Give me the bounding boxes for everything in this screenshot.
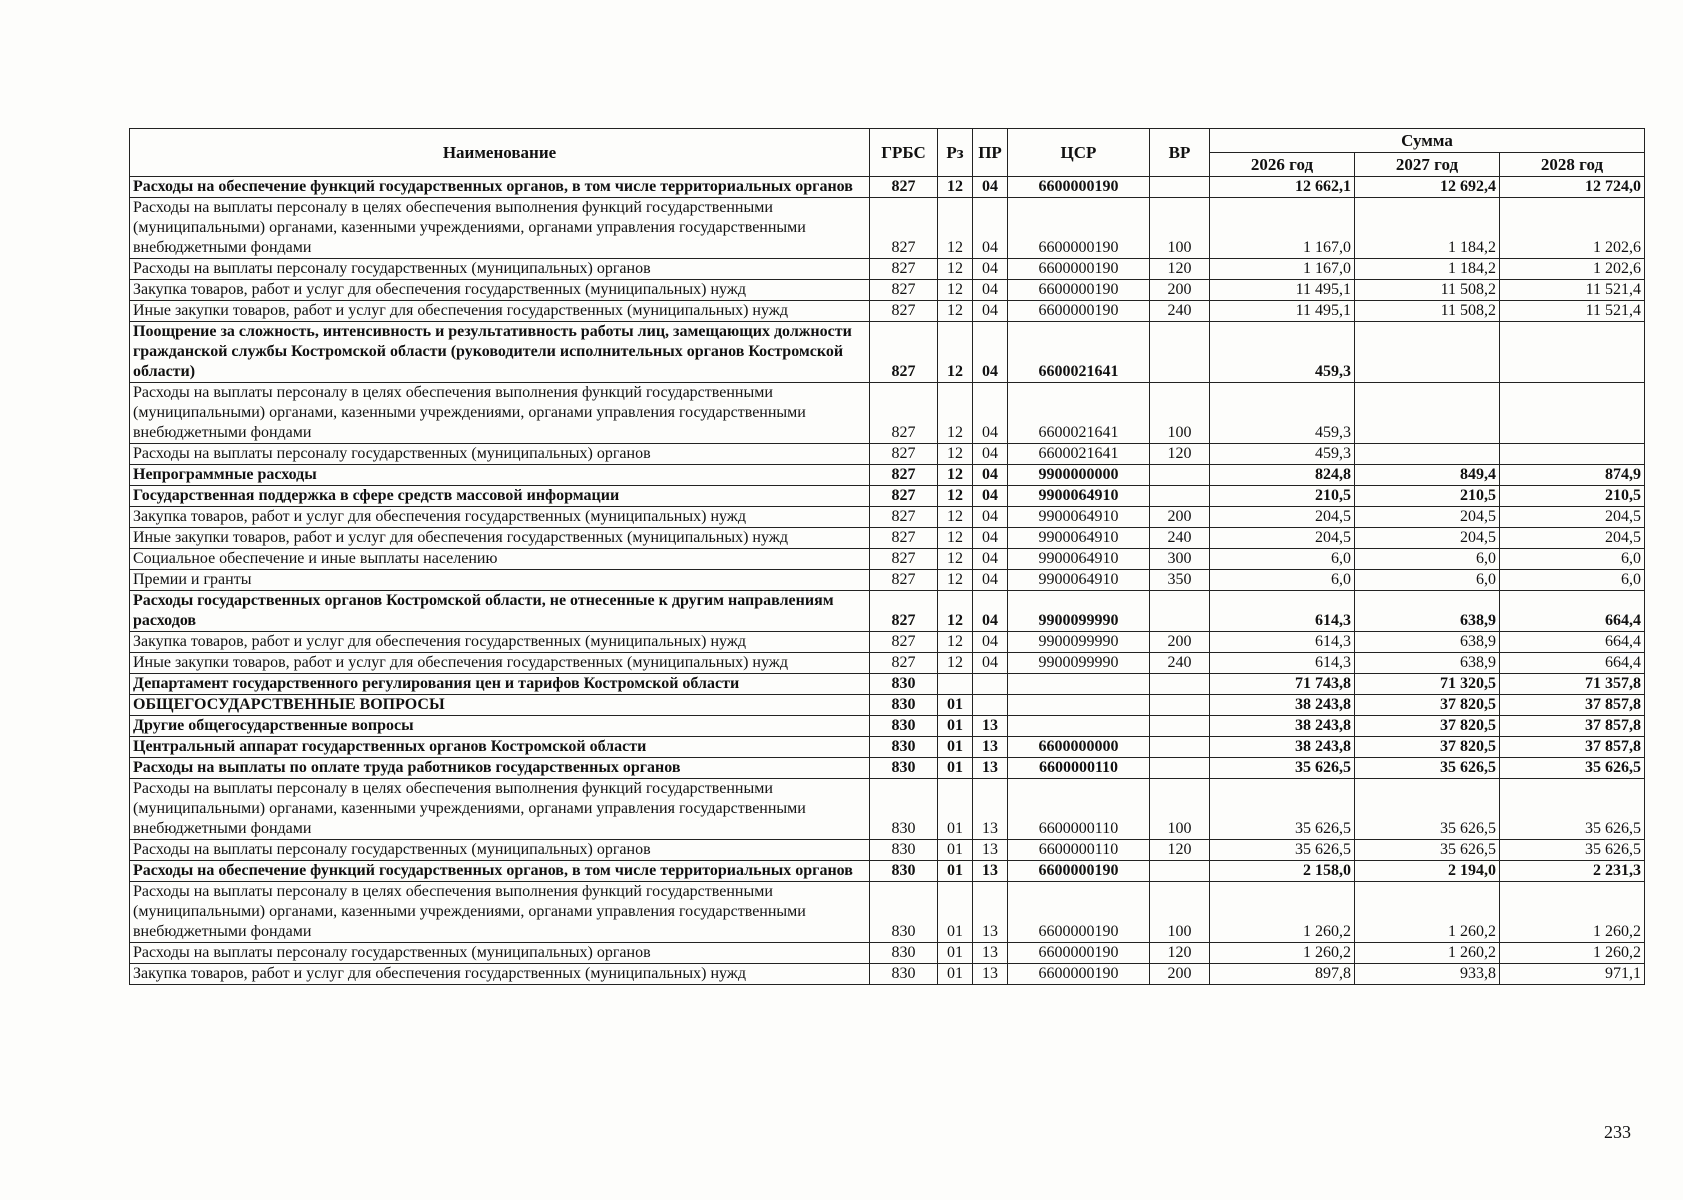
row-grbs: 827 xyxy=(870,549,938,570)
row-rz: 12 xyxy=(938,444,973,465)
row-csr: 6600000190 xyxy=(1008,861,1150,882)
row-vr: 240 xyxy=(1150,301,1210,322)
row-csr: 6600000110 xyxy=(1008,758,1150,779)
row-sum-2026: 204,5 xyxy=(1210,507,1355,528)
row-sum-2028 xyxy=(1500,444,1645,465)
table-row xyxy=(130,301,1645,322)
table-row xyxy=(130,674,1645,695)
row-rz: 12 xyxy=(938,383,973,444)
row-name: Другие общегосударственные вопросы xyxy=(130,716,870,737)
row-name: Иные закупки товаров, работ и услуг для обеспечения государственных (муниципальных) нужд xyxy=(130,301,870,322)
row-grbs: 827 xyxy=(870,177,938,198)
table-row xyxy=(130,591,1645,632)
row-name: Иные закупки товаров, работ и услуг для обеспечения государственных (муниципальных) нужд xyxy=(130,653,870,674)
row-pr: 13 xyxy=(973,882,1008,943)
row-name: Расходы на выплаты по оплате труда работников государственных органов xyxy=(130,758,870,779)
row-vr: 100 xyxy=(1150,779,1210,840)
row-pr xyxy=(973,695,1008,716)
row-pr: 13 xyxy=(973,779,1008,840)
row-name: Государственная поддержка в сфере средств массовой информации xyxy=(130,486,870,507)
row-sum-2026: 210,5 xyxy=(1210,486,1355,507)
row-pr: 13 xyxy=(973,840,1008,861)
row-sum-2026: 614,3 xyxy=(1210,653,1355,674)
row-sum-2028 xyxy=(1500,383,1645,444)
row-csr: 6600000190 xyxy=(1008,198,1150,259)
row-rz: 12 xyxy=(938,591,973,632)
row-pr: 04 xyxy=(973,383,1008,444)
row-sum-2028: 35 626,5 xyxy=(1500,840,1645,861)
row-csr: 6600000190 xyxy=(1008,943,1150,964)
row-vr: 120 xyxy=(1150,444,1210,465)
row-vr: 300 xyxy=(1150,549,1210,570)
row-sum-2027 xyxy=(1355,322,1500,383)
row-rz: 01 xyxy=(938,964,973,985)
row-name: Расходы на обеспечение функций государственных органов, в том числе территориальных органов xyxy=(130,861,870,882)
row-pr: 04 xyxy=(973,591,1008,632)
row-sum-2026: 1 167,0 xyxy=(1210,198,1355,259)
row-sum-2026: 35 626,5 xyxy=(1210,758,1355,779)
row-vr xyxy=(1150,674,1210,695)
row-grbs: 827 xyxy=(870,444,938,465)
row-name: Расходы на выплаты персоналу государственных (муниципальных) органов xyxy=(130,840,870,861)
row-sum-2028: 37 857,8 xyxy=(1500,716,1645,737)
row-rz: 01 xyxy=(938,882,973,943)
row-sum-2026: 459,3 xyxy=(1210,383,1355,444)
row-sum-2027: 37 820,5 xyxy=(1355,695,1500,716)
header-year-2026: 2026 год xyxy=(1210,153,1355,177)
row-vr xyxy=(1150,861,1210,882)
row-sum-2026: 38 243,8 xyxy=(1210,716,1355,737)
table-row xyxy=(130,198,1645,259)
row-grbs: 830 xyxy=(870,674,938,695)
table-row xyxy=(130,964,1645,985)
row-sum-2028: 11 521,4 xyxy=(1500,280,1645,301)
row-sum-2027: 849,4 xyxy=(1355,465,1500,486)
row-sum-2027: 210,5 xyxy=(1355,486,1500,507)
row-name: ОБЩЕГОСУДАРСТВЕННЫЕ ВОПРОСЫ xyxy=(130,695,870,716)
row-csr: 6600021641 xyxy=(1008,444,1150,465)
row-rz: 01 xyxy=(938,840,973,861)
row-sum-2027: 638,9 xyxy=(1355,632,1500,653)
row-sum-2027: 1 260,2 xyxy=(1355,943,1500,964)
row-grbs: 830 xyxy=(870,861,938,882)
row-sum-2028: 664,4 xyxy=(1500,632,1645,653)
row-name: Центральный аппарат государственных органов Костромской области xyxy=(130,737,870,758)
row-pr: 04 xyxy=(973,653,1008,674)
row-grbs: 827 xyxy=(870,383,938,444)
row-sum-2026: 614,3 xyxy=(1210,632,1355,653)
row-rz: 01 xyxy=(938,861,973,882)
row-sum-2027: 2 194,0 xyxy=(1355,861,1500,882)
row-grbs: 830 xyxy=(870,943,938,964)
row-vr: 200 xyxy=(1150,280,1210,301)
row-vr xyxy=(1150,758,1210,779)
row-rz: 12 xyxy=(938,322,973,383)
row-rz: 12 xyxy=(938,653,973,674)
row-rz: 12 xyxy=(938,198,973,259)
row-pr: 04 xyxy=(973,322,1008,383)
row-csr: 9900064910 xyxy=(1008,528,1150,549)
row-name: Расходы на выплаты персоналу в целях обеспечения выполнения функций государственными (муниципальными) органами, казенными учреждениями, органами управления государственными внебюджетными фондами xyxy=(130,779,870,840)
row-vr: 240 xyxy=(1150,653,1210,674)
row-rz: 12 xyxy=(938,280,973,301)
row-csr: 6600000000 xyxy=(1008,737,1150,758)
table-row xyxy=(130,840,1645,861)
row-csr xyxy=(1008,674,1150,695)
table-row xyxy=(130,695,1645,716)
row-pr: 13 xyxy=(973,716,1008,737)
row-sum-2028: 210,5 xyxy=(1500,486,1645,507)
row-csr xyxy=(1008,695,1150,716)
row-csr: 6600000190 xyxy=(1008,964,1150,985)
row-csr xyxy=(1008,716,1150,737)
row-sum-2026: 614,3 xyxy=(1210,591,1355,632)
row-sum-2026: 459,3 xyxy=(1210,322,1355,383)
row-csr: 6600021641 xyxy=(1008,322,1150,383)
table-row xyxy=(130,322,1645,383)
row-name: Расходы на обеспечение функций государственных органов, в том числе территориальных органов xyxy=(130,177,870,198)
row-pr: 04 xyxy=(973,198,1008,259)
row-pr: 04 xyxy=(973,280,1008,301)
row-grbs: 827 xyxy=(870,507,938,528)
row-vr xyxy=(1150,695,1210,716)
row-rz: 01 xyxy=(938,716,973,737)
row-rz: 12 xyxy=(938,465,973,486)
row-vr xyxy=(1150,486,1210,507)
row-rz: 12 xyxy=(938,177,973,198)
row-grbs: 827 xyxy=(870,280,938,301)
row-sum-2026: 824,8 xyxy=(1210,465,1355,486)
row-pr: 13 xyxy=(973,964,1008,985)
row-sum-2026: 1 167,0 xyxy=(1210,259,1355,280)
row-sum-2027: 37 820,5 xyxy=(1355,716,1500,737)
row-sum-2026: 35 626,5 xyxy=(1210,840,1355,861)
row-sum-2027: 1 184,2 xyxy=(1355,198,1500,259)
row-sum-2027: 933,8 xyxy=(1355,964,1500,985)
row-vr: 100 xyxy=(1150,383,1210,444)
row-name: Расходы государственных органов Костромской области, не отнесенные к другим направлениям расходов xyxy=(130,591,870,632)
row-vr: 200 xyxy=(1150,964,1210,985)
row-pr: 13 xyxy=(973,861,1008,882)
row-sum-2026: 11 495,1 xyxy=(1210,301,1355,322)
row-pr: 04 xyxy=(973,570,1008,591)
header-sum: Сумма xyxy=(1210,129,1645,153)
row-rz: 12 xyxy=(938,632,973,653)
table-row xyxy=(130,943,1645,964)
row-sum-2027: 1 184,2 xyxy=(1355,259,1500,280)
row-sum-2028: 1 202,6 xyxy=(1500,198,1645,259)
table-row xyxy=(130,177,1645,198)
row-csr: 9900099990 xyxy=(1008,591,1150,632)
row-sum-2027: 638,9 xyxy=(1355,653,1500,674)
table-row xyxy=(130,549,1645,570)
row-sum-2028: 204,5 xyxy=(1500,528,1645,549)
row-pr: 04 xyxy=(973,486,1008,507)
table-header xyxy=(130,129,1645,177)
row-sum-2027 xyxy=(1355,444,1500,465)
row-sum-2028: 35 626,5 xyxy=(1500,758,1645,779)
row-name: Закупка товаров, работ и услуг для обеспечения государственных (муниципальных) нужд xyxy=(130,632,870,653)
row-sum-2028: 1 202,6 xyxy=(1500,259,1645,280)
table-row xyxy=(130,280,1645,301)
row-pr: 13 xyxy=(973,737,1008,758)
row-sum-2028: 2 231,3 xyxy=(1500,861,1645,882)
row-name: Расходы на выплаты персоналу государственных (муниципальных) органов xyxy=(130,444,870,465)
row-sum-2028: 971,1 xyxy=(1500,964,1645,985)
table-row xyxy=(130,758,1645,779)
row-grbs: 827 xyxy=(870,632,938,653)
row-grbs: 827 xyxy=(870,301,938,322)
row-sum-2028: 1 260,2 xyxy=(1500,943,1645,964)
row-pr: 04 xyxy=(973,507,1008,528)
row-rz: 01 xyxy=(938,779,973,840)
row-grbs: 827 xyxy=(870,591,938,632)
row-name: Расходы на выплаты персоналу в целях обеспечения выполнения функций государственными (муниципальными) органами, казенными учреждениями, органами управления государственными внебюджетными фондами xyxy=(130,383,870,444)
row-vr xyxy=(1150,465,1210,486)
row-vr xyxy=(1150,737,1210,758)
row-pr: 13 xyxy=(973,943,1008,964)
row-grbs: 827 xyxy=(870,198,938,259)
page-number: 233 xyxy=(1604,1122,1631,1142)
row-csr: 6600021641 xyxy=(1008,383,1150,444)
row-vr: 350 xyxy=(1150,570,1210,591)
row-name: Департамент государственного регулирования цен и тарифов Костромской области xyxy=(130,674,870,695)
row-grbs: 830 xyxy=(870,695,938,716)
row-rz: 12 xyxy=(938,259,973,280)
row-pr: 04 xyxy=(973,444,1008,465)
row-csr: 6600000190 xyxy=(1008,177,1150,198)
table-row xyxy=(130,779,1645,840)
header-vr: ВР xyxy=(1150,129,1210,177)
table-row xyxy=(130,737,1645,758)
row-sum-2027: 35 626,5 xyxy=(1355,758,1500,779)
row-vr xyxy=(1150,322,1210,383)
header-pr: ПР xyxy=(973,129,1008,177)
row-pr xyxy=(973,674,1008,695)
row-csr: 9900000000 xyxy=(1008,465,1150,486)
row-name: Расходы на выплаты персоналу государственных (муниципальных) органов xyxy=(130,259,870,280)
table-row xyxy=(130,632,1645,653)
row-sum-2027: 1 260,2 xyxy=(1355,882,1500,943)
row-name: Расходы на выплаты персоналу в целях обеспечения выполнения функций государственными (муниципальными) органами, казенными учреждениями, органами управления государственными внебюджетными фондами xyxy=(130,198,870,259)
row-pr: 04 xyxy=(973,301,1008,322)
row-csr: 6600000190 xyxy=(1008,259,1150,280)
row-grbs: 827 xyxy=(870,322,938,383)
row-csr: 6600000190 xyxy=(1008,280,1150,301)
row-csr: 6600000190 xyxy=(1008,301,1150,322)
row-sum-2026: 204,5 xyxy=(1210,528,1355,549)
row-sum-2026: 6,0 xyxy=(1210,549,1355,570)
row-vr: 200 xyxy=(1150,632,1210,653)
row-vr: 120 xyxy=(1150,259,1210,280)
row-vr: 200 xyxy=(1150,507,1210,528)
row-rz: 12 xyxy=(938,301,973,322)
row-sum-2027: 11 508,2 xyxy=(1355,280,1500,301)
row-sum-2026: 1 260,2 xyxy=(1210,882,1355,943)
row-name: Расходы на выплаты персоналу в целях обеспечения выполнения функций государственными (муниципальными) органами, казенными учреждениями, органами управления государственными внебюджетными фондами xyxy=(130,882,870,943)
row-sum-2028: 35 626,5 xyxy=(1500,779,1645,840)
row-sum-2026: 35 626,5 xyxy=(1210,779,1355,840)
row-sum-2028: 874,9 xyxy=(1500,465,1645,486)
row-sum-2027: 204,5 xyxy=(1355,528,1500,549)
row-sum-2027: 6,0 xyxy=(1355,549,1500,570)
table-row xyxy=(130,716,1645,737)
row-grbs: 827 xyxy=(870,570,938,591)
row-sum-2027: 204,5 xyxy=(1355,507,1500,528)
header-year-2028: 2028 год xyxy=(1500,153,1645,177)
row-csr: 9900064910 xyxy=(1008,570,1150,591)
row-sum-2028: 12 724,0 xyxy=(1500,177,1645,198)
row-pr: 04 xyxy=(973,632,1008,653)
row-grbs: 827 xyxy=(870,259,938,280)
row-csr: 6600000110 xyxy=(1008,779,1150,840)
row-vr xyxy=(1150,591,1210,632)
row-vr: 120 xyxy=(1150,943,1210,964)
row-grbs: 830 xyxy=(870,882,938,943)
header-grbs: ГРБС xyxy=(870,129,938,177)
row-sum-2028: 6,0 xyxy=(1500,570,1645,591)
row-csr: 9900064910 xyxy=(1008,486,1150,507)
row-csr: 9900099990 xyxy=(1008,653,1150,674)
row-sum-2028: 71 357,8 xyxy=(1500,674,1645,695)
table-row xyxy=(130,570,1645,591)
table-row xyxy=(130,653,1645,674)
row-sum-2028: 37 857,8 xyxy=(1500,737,1645,758)
row-rz: 01 xyxy=(938,943,973,964)
row-pr: 04 xyxy=(973,259,1008,280)
row-pr: 04 xyxy=(973,549,1008,570)
row-sum-2026: 897,8 xyxy=(1210,964,1355,985)
row-csr: 9900064910 xyxy=(1008,507,1150,528)
table-row xyxy=(130,882,1645,943)
row-name: Иные закупки товаров, работ и услуг для обеспечения государственных (муниципальных) нужд xyxy=(130,528,870,549)
row-sum-2027: 37 820,5 xyxy=(1355,737,1500,758)
row-sum-2027 xyxy=(1355,383,1500,444)
row-sum-2027: 12 692,4 xyxy=(1355,177,1500,198)
row-grbs: 830 xyxy=(870,737,938,758)
header-rz: Рз xyxy=(938,129,973,177)
row-sum-2026: 11 495,1 xyxy=(1210,280,1355,301)
row-sum-2027: 35 626,5 xyxy=(1355,779,1500,840)
row-sum-2027: 35 626,5 xyxy=(1355,840,1500,861)
table-row xyxy=(130,486,1645,507)
row-sum-2027: 6,0 xyxy=(1355,570,1500,591)
row-vr: 120 xyxy=(1150,840,1210,861)
row-sum-2026: 6,0 xyxy=(1210,570,1355,591)
row-name: Непрограммные расходы xyxy=(130,465,870,486)
row-vr: 100 xyxy=(1150,882,1210,943)
row-name: Закупка товаров, работ и услуг для обеспечения государственных (муниципальных) нужд xyxy=(130,964,870,985)
row-pr: 04 xyxy=(973,465,1008,486)
row-sum-2027: 638,9 xyxy=(1355,591,1500,632)
row-rz: 01 xyxy=(938,737,973,758)
row-grbs: 827 xyxy=(870,528,938,549)
row-sum-2028: 6,0 xyxy=(1500,549,1645,570)
row-name: Поощрение за сложность, интенсивность и результативность работы лиц, замещающих должности гражданской службы Костромской области (руководители исполнительных органов Костромской области) xyxy=(130,322,870,383)
row-name: Закупка товаров, работ и услуг для обеспечения государственных (муниципальных) нужд xyxy=(130,507,870,528)
row-pr: 13 xyxy=(973,758,1008,779)
row-sum-2028: 37 857,8 xyxy=(1500,695,1645,716)
row-csr: 9900064910 xyxy=(1008,549,1150,570)
header-csr: ЦСР xyxy=(1008,129,1150,177)
row-grbs: 827 xyxy=(870,653,938,674)
row-csr: 6600000110 xyxy=(1008,840,1150,861)
row-csr: 9900099990 xyxy=(1008,632,1150,653)
row-sum-2028: 664,4 xyxy=(1500,653,1645,674)
row-grbs: 830 xyxy=(870,758,938,779)
row-rz: 12 xyxy=(938,528,973,549)
row-pr: 04 xyxy=(973,528,1008,549)
row-sum-2026: 38 243,8 xyxy=(1210,695,1355,716)
row-vr xyxy=(1150,177,1210,198)
row-rz: 12 xyxy=(938,507,973,528)
row-name: Премии и гранты xyxy=(130,570,870,591)
row-grbs: 830 xyxy=(870,779,938,840)
table-row xyxy=(130,383,1645,444)
row-sum-2026: 12 662,1 xyxy=(1210,177,1355,198)
row-sum-2026: 2 158,0 xyxy=(1210,861,1355,882)
row-rz: 12 xyxy=(938,549,973,570)
row-rz: 01 xyxy=(938,695,973,716)
row-vr: 100 xyxy=(1150,198,1210,259)
row-name: Социальное обеспечение и иные выплаты населению xyxy=(130,549,870,570)
row-vr: 240 xyxy=(1150,528,1210,549)
row-sum-2028 xyxy=(1500,322,1645,383)
row-sum-2028: 1 260,2 xyxy=(1500,882,1645,943)
row-sum-2026: 1 260,2 xyxy=(1210,943,1355,964)
row-rz: 12 xyxy=(938,486,973,507)
row-sum-2028: 664,4 xyxy=(1500,591,1645,632)
table-body xyxy=(130,177,1645,985)
row-sum-2028: 11 521,4 xyxy=(1500,301,1645,322)
row-name: Расходы на выплаты персоналу государственных (муниципальных) органов xyxy=(130,943,870,964)
header-name: Наименование xyxy=(130,129,870,177)
row-sum-2026: 71 743,8 xyxy=(1210,674,1355,695)
row-csr: 6600000190 xyxy=(1008,882,1150,943)
row-grbs: 827 xyxy=(870,465,938,486)
row-sum-2027: 11 508,2 xyxy=(1355,301,1500,322)
row-sum-2026: 459,3 xyxy=(1210,444,1355,465)
row-grbs: 830 xyxy=(870,716,938,737)
table-row xyxy=(130,465,1645,486)
row-rz: 12 xyxy=(938,570,973,591)
table-row xyxy=(130,528,1645,549)
row-grbs: 830 xyxy=(870,964,938,985)
row-sum-2028: 204,5 xyxy=(1500,507,1645,528)
row-pr: 04 xyxy=(973,177,1008,198)
header-year-2027: 2027 год xyxy=(1355,153,1500,177)
table-row xyxy=(130,507,1645,528)
table-row xyxy=(130,444,1645,465)
budget-table xyxy=(129,128,1645,985)
row-rz: 01 xyxy=(938,758,973,779)
row-grbs: 830 xyxy=(870,840,938,861)
table-row xyxy=(130,861,1645,882)
row-sum-2026: 38 243,8 xyxy=(1210,737,1355,758)
row-grbs: 827 xyxy=(870,486,938,507)
table-row xyxy=(130,259,1645,280)
row-sum-2027: 71 320,5 xyxy=(1355,674,1500,695)
row-vr xyxy=(1150,716,1210,737)
row-rz xyxy=(938,674,973,695)
row-name: Закупка товаров, работ и услуг для обеспечения государственных (муниципальных) нужд xyxy=(130,280,870,301)
